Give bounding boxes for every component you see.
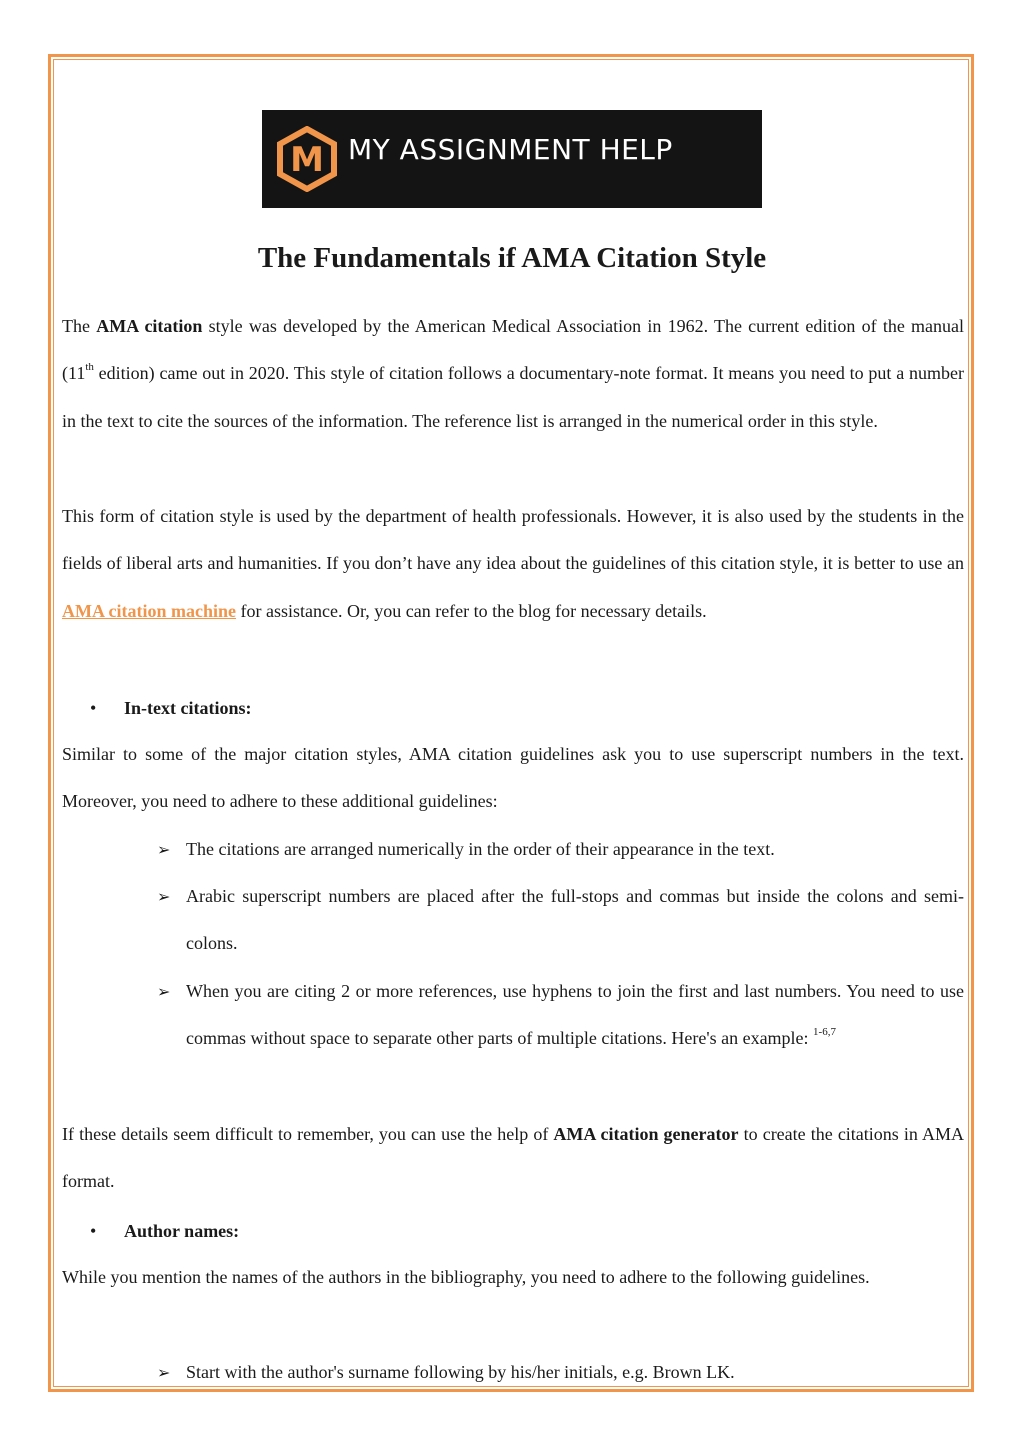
list-item: ➢ Start with the author's surname following by his/her initials, e.g. Brown LK.	[157, 1349, 964, 1396]
logo-letter: M	[290, 140, 324, 180]
page-title: The Fundamentals if AMA Citation Style	[257, 242, 767, 274]
logo-text: MY ASSIGNMENT HELP	[348, 133, 673, 166]
bullet-dot-icon: •	[90, 1221, 97, 1241]
bullet-dot-icon: •	[90, 698, 97, 718]
arrow-bullet-icon: ➢	[157, 840, 171, 859]
author-names-intro: While you mention the names of the authors in the bibliography, you need to adhere to the following guidelines.	[62, 1267, 870, 1287]
section-heading-in-text: • In-text citations:	[90, 698, 252, 718]
section-heading-author-names: • Author names:	[90, 1221, 240, 1241]
list-item: ➢ Arabic superscript numbers are placed after the full-stops and commas but inside the colons and semi-colons.	[157, 873, 964, 968]
arrow-bullet-icon: ➢	[157, 982, 171, 1001]
arrow-bullet-icon: ➢	[157, 887, 171, 906]
in-text-intro: Similar to some of the major citation styles, AMA citation guidelines ask you to use superscript numbers in the text. Moreover, you need to adhere to these additional guidelines:	[62, 744, 964, 812]
generator-paragraph: If these details seem difficult to remember, you can use the help of AMA citation generator to create the citations in AMA format.	[62, 1124, 964, 1192]
list-item: ➢ The citations are arranged numerically in the order of their appearance in the text.	[157, 826, 964, 873]
bold-term-ama-citation: AMA citation	[96, 316, 203, 336]
usage-paragraph: This form of citation style is used by the department of health professionals. However, it is also used by the students in the fields of liberal arts and humanities. If you don’t have any idea about the guidelines of this citation style, it is better to use an AMA citation machine for assistance. Or, you can refer to the blog for necessary details.	[62, 506, 964, 621]
brand-logo	[262, 110, 762, 208]
list-item: ➢ When you are citing 2 or more references, use hyphens to join the first and last numbers. You need to use commas without space to separate other parts of multiple citations. Here's an example: $^{1-6,7}$	[157, 968, 964, 1063]
intro-paragraph: The AMA citation style was developed by the American Medical Association in 1962. The current edition of the manual (11th edition) came out in 2020. This style of citation follows a documentary-note format. It means you need to put a number in the text to cite the sources of the information. The reference list is arranged in the numerical order in this style.	[62, 316, 965, 431]
arrow-bullet-icon: ➢	[157, 1363, 171, 1382]
ama-citation-machine-link[interactable]: AMA citation machine	[62, 600, 236, 621]
hexagon-logo-icon	[274, 126, 340, 192]
bold-term-ama-citation-generator: AMA citation generator	[553, 1124, 739, 1144]
example-superscript: 1-6,7	[813, 1026, 836, 1039]
